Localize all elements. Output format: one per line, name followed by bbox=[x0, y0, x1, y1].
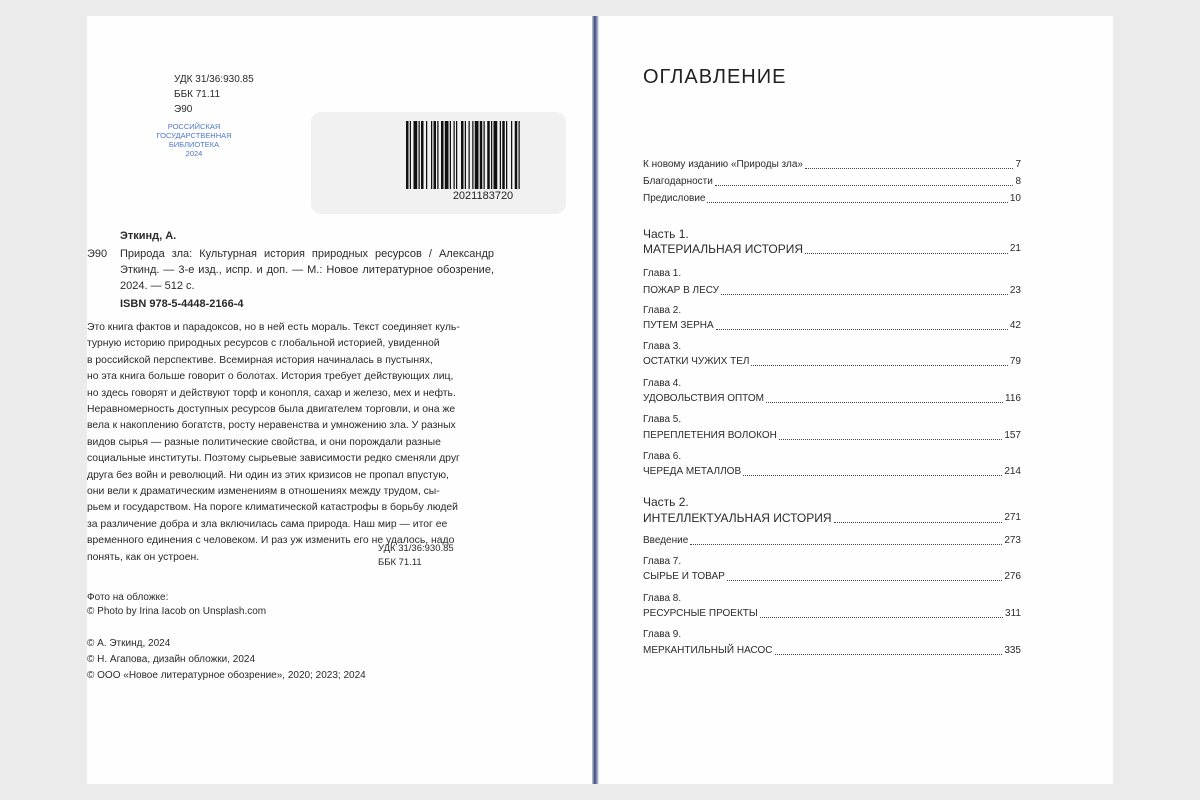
barcode-bar bbox=[515, 121, 518, 189]
leader-dots bbox=[690, 544, 1002, 545]
toc-entry-title: ИНТЕЛЛЕКТУАЛЬНАЯ ИСТОРИЯ bbox=[643, 511, 832, 525]
leader-dots bbox=[834, 522, 1003, 523]
biblio-description: Природа зла: Культурная история природных ресурсов / Александр Эткинд. — 3-е изд., испр. и доп. — М.: Новое литературное обозрение, 2024. — 512 с. bbox=[120, 248, 494, 292]
toc-entry-title: ЧЕРЕДА МЕТАЛЛОВ bbox=[643, 466, 742, 477]
toc-entry-title: РЕСУРСНЫЕ ПРОЕКТЫ bbox=[643, 608, 758, 619]
barcode-bar bbox=[511, 121, 512, 189]
toc-page-number: 10 bbox=[1009, 193, 1021, 204]
barcode-sticker bbox=[311, 112, 566, 214]
toc-entry-chapter-7[interactable] bbox=[643, 571, 1021, 583]
toc-entry-title: Предисловие bbox=[643, 193, 706, 204]
toc-entry-title: Введение bbox=[643, 535, 689, 546]
annotation-line: видов сырья — разные политические свойства, и они порождали разные bbox=[87, 436, 441, 448]
toc-page-number: 21 bbox=[1009, 243, 1021, 254]
barcode-bar bbox=[445, 121, 449, 189]
udk-bottom bbox=[378, 542, 454, 570]
toc-entry-chapter-9[interactable] bbox=[643, 645, 1021, 657]
udk-code: УДК 31/36:930.85 bbox=[378, 543, 454, 554]
leader-dots bbox=[727, 580, 1002, 581]
barcode-bar bbox=[461, 121, 464, 189]
chapter-label: Глава 8. bbox=[643, 593, 682, 604]
barcode-bar bbox=[484, 121, 485, 189]
toc-page-number: 23 bbox=[1009, 285, 1021, 296]
toc-page-number: 42 bbox=[1009, 320, 1021, 331]
toc-entry-chapter-3[interactable] bbox=[643, 356, 1021, 368]
chapter-label: Глава 2. bbox=[643, 305, 682, 316]
library-stamp bbox=[146, 122, 242, 158]
leader-dots bbox=[716, 329, 1008, 330]
chapter-label: Глава 6. bbox=[643, 451, 682, 462]
barcode-bar bbox=[502, 121, 505, 189]
bbk-code: ББК 71.11 bbox=[378, 557, 422, 568]
annotation-line: Неравномерность доступных ресурсов была двигателем торговли, и она же bbox=[87, 404, 456, 416]
toc-page-number: 214 bbox=[1004, 466, 1021, 477]
leader-dots bbox=[766, 402, 1003, 403]
chapter-label: Глава 1. bbox=[643, 268, 682, 279]
photo-credit bbox=[87, 591, 266, 619]
book-spine bbox=[592, 16, 599, 784]
toc-entry-chapter-4[interactable] bbox=[643, 393, 1021, 405]
barcode-bar bbox=[472, 121, 473, 189]
leader-dots bbox=[751, 365, 1007, 366]
barcode-bar bbox=[487, 121, 490, 189]
copyright-line: © А. Эткинд, 2024 bbox=[87, 638, 171, 649]
toc-page-number: 7 bbox=[1015, 159, 1021, 170]
toc-entry-title: К новому изданию «Природы зла» bbox=[643, 159, 803, 170]
annotation-line: рьем и государством. На пороге климатической катастрофы в борьбу людей bbox=[87, 502, 458, 514]
part-label: Часть 1. bbox=[643, 227, 689, 241]
leader-dots bbox=[760, 617, 1003, 618]
toc-page-number: 157 bbox=[1004, 430, 1021, 441]
toc-entry-introduction[interactable] bbox=[643, 535, 1021, 547]
toc-entry-part-2[interactable] bbox=[643, 511, 1021, 525]
annotation-line: в российской перспективе. Всемирная история начиналась в пустынях, bbox=[87, 354, 433, 366]
barcode-bar bbox=[406, 121, 409, 189]
leader-dots bbox=[779, 439, 1002, 440]
stamp-line: БИБЛИОТЕКА bbox=[168, 140, 220, 149]
annotation-line: понять, как он устроен. bbox=[87, 551, 200, 563]
book-annotation bbox=[87, 320, 493, 566]
toc-entry-foreword-new-edition[interactable] bbox=[643, 159, 1021, 171]
toc-page-number: 8 bbox=[1015, 176, 1021, 187]
copyright-line: © Н. Агапова, дизайн обложки, 2024 bbox=[87, 654, 256, 665]
toc-page-number: 276 bbox=[1004, 571, 1021, 582]
toc-page-number: 79 bbox=[1009, 356, 1021, 367]
annotation-line: вела к накоплению богатств, росту неравенства и умножению зла. У разных bbox=[87, 420, 456, 432]
annotation-line: Это книга фактов и парадоксов, но в ней есть мораль. Текст соединяет куль- bbox=[87, 322, 460, 333]
annotation-line: социальные институты. Поэтому сырьевые зависимости редко сменяли друг bbox=[87, 453, 460, 465]
toc-entry-title: ПОЖАР В ЛЕСУ bbox=[643, 285, 720, 296]
toc-entry-chapter-1[interactable] bbox=[643, 285, 1021, 297]
leader-dots bbox=[805, 168, 1013, 169]
annotation-line: но здесь говорят и действуют торф и конопля, сахар и железо, мех и нефть. bbox=[87, 387, 456, 399]
barcode-bar bbox=[475, 121, 479, 189]
toc-entry-title: УДОВОЛЬСТВИЯ ОПТОМ bbox=[643, 393, 764, 404]
toc-page-number: 271 bbox=[1004, 512, 1021, 523]
chapter-label: Глава 7. bbox=[643, 556, 682, 567]
chapter-label: Глава 3. bbox=[643, 341, 682, 352]
chapter-label: Глава 9. bbox=[643, 629, 682, 640]
barcode-bar bbox=[410, 121, 411, 189]
toc-entry-title: ОСТАТКИ ЧУЖИХ ТЕЛ bbox=[643, 356, 750, 367]
barcode-bar bbox=[441, 121, 444, 189]
leader-dots bbox=[775, 654, 1003, 655]
bbk-code: ББК 71.11 bbox=[174, 89, 221, 100]
barcode-bar bbox=[454, 121, 455, 189]
barcode-bar bbox=[419, 121, 420, 189]
toc-entry-title: МАТЕРИАЛЬНАЯ ИСТОРИЯ bbox=[643, 242, 804, 256]
toc-entry-title: МЕРКАНТИЛЬНЫЙ НАСОС bbox=[643, 645, 773, 656]
barcode-image bbox=[406, 121, 560, 189]
barcode-bar bbox=[421, 121, 424, 189]
annotation-line: временного единения с человеком. И раз уж изменить его не удалось, надо bbox=[87, 535, 455, 547]
author-heading: Эткинд, А. bbox=[120, 230, 177, 242]
toc-entry-title: ПЕРЕПЛЕТЕНИЯ ВОЛОКОН bbox=[643, 430, 777, 441]
stamp-line: ГОСУДАРСТВЕННАЯ bbox=[156, 131, 232, 140]
barcode-bar bbox=[434, 121, 437, 189]
photo-credit-source: © Photo by Irina Iacob on Unsplash.com bbox=[87, 606, 267, 617]
isbn: ISBN 978-5-4448-2166-4 bbox=[120, 298, 244, 310]
chapter-label: Глава 4. bbox=[643, 378, 682, 389]
toc-page-number: 335 bbox=[1004, 645, 1021, 656]
copyright-line: © ООО «Новое литературное обозрение», 2020; 2023; 2024 bbox=[87, 670, 366, 681]
toc-page-number: 273 bbox=[1004, 535, 1021, 546]
barcode-bar bbox=[500, 121, 501, 189]
barcode-bar bbox=[480, 121, 483, 189]
toc-entry-chapter-2[interactable] bbox=[643, 320, 1021, 332]
annotation-line: друга без войн и революций. Ни один из этих кризисов не пропал впустую, bbox=[87, 469, 449, 481]
toc-page-number: 116 bbox=[1005, 393, 1021, 404]
author-sign: Э90 bbox=[174, 104, 193, 115]
toc-entry-title: Благодарности bbox=[643, 176, 713, 187]
udk-code: УДК 31/36:930.85 bbox=[174, 74, 254, 85]
barcode-bar bbox=[437, 121, 438, 189]
toc-page-number: 311 bbox=[1005, 608, 1021, 619]
photo-credit-label: Фото на обложке: bbox=[87, 592, 169, 603]
toc-entry-chapter-8[interactable] bbox=[643, 608, 1021, 620]
stamp-line: РОССИЙСКАЯ bbox=[167, 122, 221, 131]
annotation-line: но эта книга больше говорит о болотах. История требует действующих лиц, bbox=[87, 371, 454, 383]
leader-dots bbox=[805, 253, 1008, 254]
barcode-bar bbox=[506, 121, 507, 189]
toc-entry-title: СЫРЬЕ И ТОВАР bbox=[643, 571, 725, 582]
barcode-bar bbox=[519, 121, 520, 189]
barcode-bar bbox=[469, 121, 470, 189]
toc-entry-chapter-5[interactable] bbox=[643, 430, 1021, 442]
annotation-line: турную историю природных ресурсов с глобальной историей, увиденной bbox=[87, 338, 440, 350]
barcode-number: 2021183720 bbox=[452, 190, 514, 202]
leader-dots bbox=[715, 185, 1014, 186]
barcode-bar bbox=[426, 121, 427, 189]
stamp-line: 2024 bbox=[185, 149, 203, 158]
toc-entry-part-1[interactable] bbox=[643, 242, 1021, 256]
barcode-bar bbox=[450, 121, 451, 189]
leader-dots bbox=[721, 294, 1008, 295]
udk-header bbox=[174, 72, 254, 117]
leader-dots bbox=[707, 202, 1007, 203]
annotation-line: они вели к драматическим изменениям в отношениях между трудом, сы- bbox=[87, 486, 440, 498]
leader-dots bbox=[743, 475, 1002, 476]
shelf-code: Э90 bbox=[87, 248, 108, 260]
barcode-bar bbox=[465, 121, 466, 189]
copyright-block bbox=[87, 636, 366, 684]
toc-entry-acknowledgements[interactable] bbox=[643, 176, 1021, 188]
toc-entry-title: ПУТЕМ ЗЕРНА bbox=[643, 320, 714, 331]
toc-title: ОГЛАВЛЕНИЕ bbox=[643, 66, 787, 88]
barcode-bar bbox=[494, 121, 498, 189]
chapter-label: Глава 5. bbox=[643, 414, 682, 425]
barcode-bar bbox=[491, 121, 492, 189]
toc-entry-chapter-6[interactable] bbox=[643, 466, 1021, 478]
barcode-bar bbox=[431, 121, 432, 189]
toc-entry-preface[interactable] bbox=[643, 193, 1021, 205]
barcode-bar bbox=[456, 121, 457, 189]
barcode-bar bbox=[414, 121, 418, 189]
annotation-line: за различение добра и зла включилась сама природа. Наш мир — итог ее bbox=[87, 518, 448, 530]
part-label: Часть 2. bbox=[643, 495, 689, 509]
